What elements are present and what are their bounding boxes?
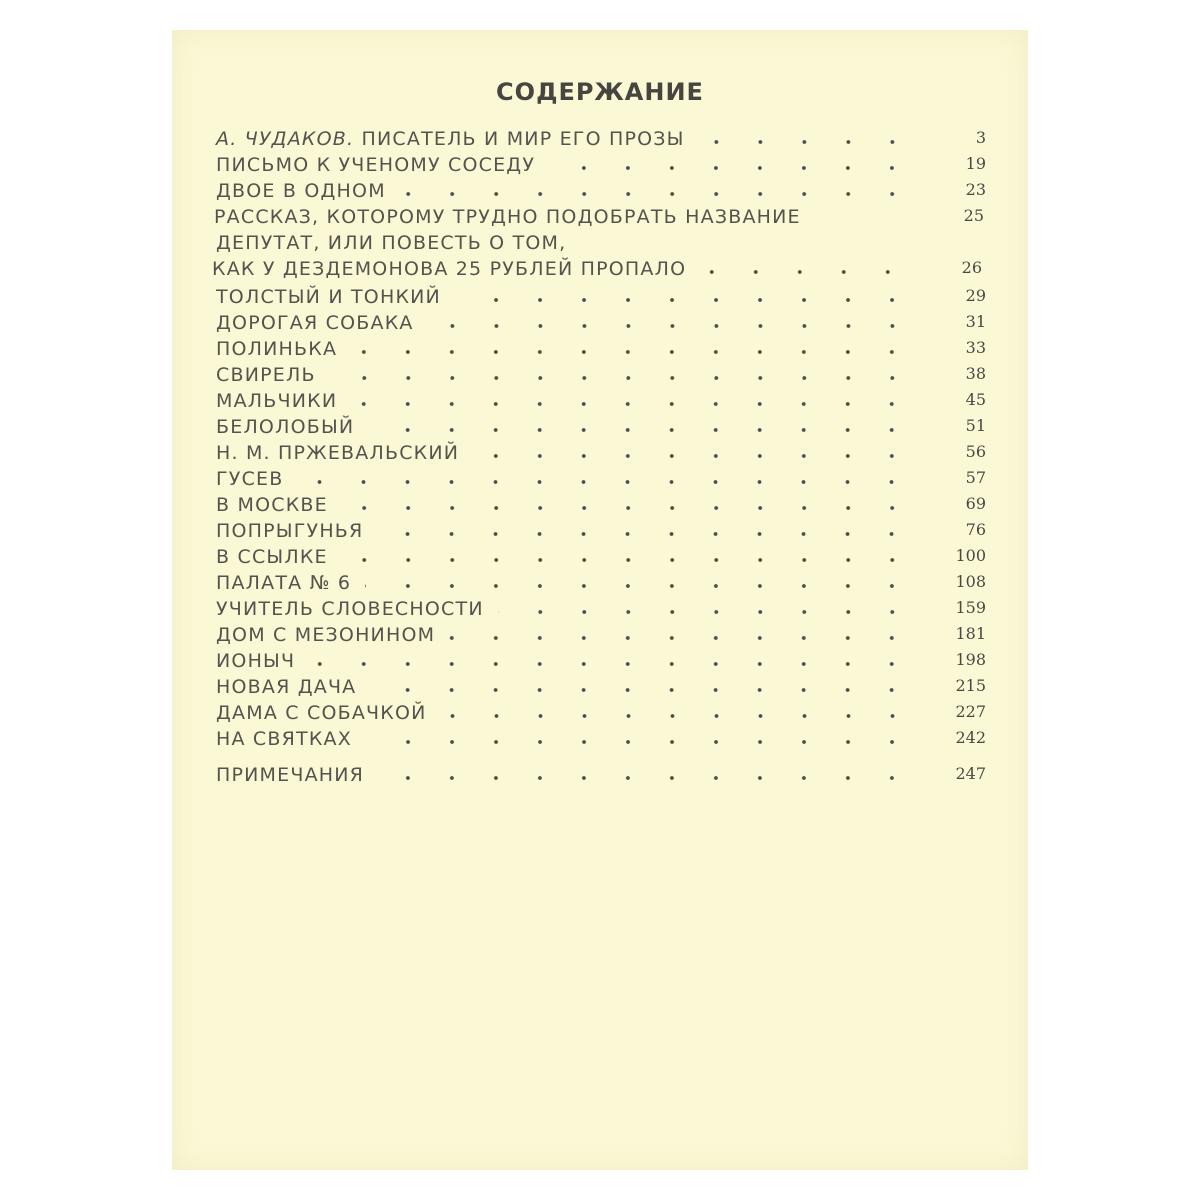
dot-leader: [370, 688, 914, 692]
dot-leader: [441, 714, 914, 718]
dot-leader: [700, 270, 910, 274]
entry-title-text: НА СВЯТКАХ: [216, 728, 352, 750]
toc-entry: [216, 702, 986, 724]
entry-title-text: МАЛЬЧИКИ: [216, 390, 338, 412]
entry-title: [216, 764, 364, 786]
page-number: 76: [965, 520, 986, 539]
toc-entry: [214, 206, 984, 228]
toc-entry: [216, 232, 1016, 254]
toc-entry: [216, 390, 986, 412]
toc-entry: [216, 286, 986, 308]
toc-entry: [216, 624, 986, 646]
entry-title-text: ДАМА С СОБАЧКОЙ: [216, 702, 427, 724]
toc-entry: [212, 258, 982, 280]
entry-title: [216, 598, 484, 620]
dot-leader: [366, 740, 914, 744]
page-number: 31: [965, 312, 986, 331]
page-number: 100: [955, 546, 986, 565]
dot-leader: [699, 140, 914, 144]
entry-title: [216, 286, 441, 308]
toc-entry: [216, 154, 986, 176]
entry-title: [216, 232, 566, 254]
dot-leader: [330, 376, 914, 380]
table-of-contents: [172, 30, 1028, 1170]
page-number: 215: [955, 676, 986, 695]
entry-title-text: БЕЛОЛОБЫЙ: [216, 416, 355, 438]
dot-leader: [351, 350, 914, 354]
entry-title: [216, 468, 283, 490]
entry-title: [216, 572, 351, 594]
toc-entry: [216, 442, 986, 464]
entry-title-text: ДОРОГАЯ СОБАКА: [216, 312, 414, 334]
entry-title: [216, 442, 459, 464]
toc-entry: [216, 338, 986, 360]
entry-title: [216, 390, 337, 412]
page-number: 3: [975, 128, 986, 147]
entry-title: [216, 180, 386, 202]
toc-entry: [216, 728, 986, 750]
page-number: 25: [963, 206, 984, 225]
page-number: 242: [955, 728, 986, 747]
dot-leader: [342, 558, 914, 562]
page-number: 23: [965, 180, 986, 199]
entry-title: [212, 258, 686, 280]
page-number: 38: [965, 364, 986, 383]
page-number: 181: [955, 624, 986, 643]
dot-leader: [342, 506, 914, 510]
toc-entry: [216, 650, 986, 672]
page-number: 57: [965, 468, 986, 487]
toc-entry: [216, 676, 986, 698]
page-number: 33: [965, 338, 986, 357]
entry-title-text: ПИСАТЕЛЬ И МИР ЕГО ПРОЗЫ: [361, 128, 685, 150]
entry-title-text: ПИСЬМО К УЧЕНОМУ СОСЕДУ: [216, 154, 536, 176]
toc-entry: [216, 572, 986, 594]
toc-entry: [216, 180, 986, 202]
entry-title-text: Н. М. ПРЖЕВАЛЬСКИЙ: [216, 442, 460, 464]
entry-title-text: УЧИТЕЛЬ СЛОВЕСНОСТИ: [216, 598, 484, 620]
toc-entry: [216, 364, 986, 386]
entry-title: [216, 338, 337, 360]
dot-leader: [801, 218, 922, 222]
entry-title-text: ПОПРЫГУНЬЯ: [216, 520, 364, 542]
dot-leader: [455, 298, 914, 302]
entry-title-text: КАК У ДЕЗДЕМОНОВА 25 РУБЛЕЙ ПРОПАЛО: [212, 258, 687, 280]
entry-title: [216, 364, 316, 386]
entry-title: [216, 676, 356, 698]
page-number: 108: [955, 572, 986, 591]
page-number: 51: [965, 416, 986, 435]
page-number: 247: [955, 764, 986, 783]
page-number: 29: [965, 286, 986, 305]
entry-title: [216, 494, 328, 516]
entry-title-text: ДОМ С МЕЗОНИНОМ: [216, 624, 436, 646]
dot-leader: [549, 166, 914, 170]
dot-leader: [428, 324, 914, 328]
page-number: 56: [965, 442, 986, 461]
page-number: 45: [965, 390, 986, 409]
entry-title-text: ДВОЕ В ОДНОМ: [216, 180, 386, 202]
toc-entry: [216, 468, 986, 490]
dot-leader: [365, 584, 914, 588]
dot-leader: [400, 192, 914, 196]
entry-title: [216, 546, 328, 568]
page-number: 26: [961, 258, 982, 277]
entry-title-text: В ССЫЛКЕ: [216, 546, 328, 568]
toc-entry: [216, 520, 986, 542]
entry-title: [216, 650, 295, 672]
entry-title-text: ТОЛСТЫЙ И ТОНКИЙ: [216, 286, 441, 308]
dot-leader: [368, 428, 914, 432]
dot-leader: [377, 532, 914, 536]
toc-entry: [216, 546, 986, 568]
toc-entry: [216, 598, 986, 620]
entry-title: [216, 416, 354, 438]
toc-entry: [216, 128, 986, 150]
entry-title-text: ГУСЕВ: [216, 468, 284, 490]
toc-entry: [216, 764, 986, 786]
entry-title: [216, 624, 435, 646]
page-number: 198: [955, 650, 986, 669]
dot-leader: [351, 402, 914, 406]
toc-entry: [216, 416, 986, 438]
entry-title-text: ПРИМЕЧАНИЯ: [216, 764, 365, 786]
entry-title: [216, 520, 363, 542]
entry-title-text: ПОЛИНЬКА: [216, 338, 338, 360]
page-number: 159: [955, 598, 986, 617]
toc-entry: [216, 494, 986, 516]
entry-title: [214, 206, 801, 228]
entry-title-text: СВИРЕЛЬ: [216, 364, 316, 386]
entry-author: А. ЧУДАКОВ.: [216, 128, 355, 150]
dot-leader: [449, 636, 914, 640]
entry-title-text: ИОНЫЧ: [216, 650, 296, 672]
page-title: СОДЕРЖАНИЕ: [496, 78, 704, 106]
entry-title-text: РАССКАЗ, КОТОРОМУ ТРУДНО ПОДОБРАТЬ НАЗВАНИЕ: [214, 206, 801, 228]
page-number: 69: [965, 494, 986, 513]
dot-leader: [297, 480, 914, 484]
entry-title: [216, 728, 352, 750]
entry-title-text: НОВАЯ ДАЧА: [216, 676, 357, 698]
page-number: 227: [955, 702, 986, 721]
dot-leader: [309, 662, 914, 666]
entry-title-text: ДЕПУТАТ, ИЛИ ПОВЕСТЬ О ТОМ,: [216, 232, 567, 254]
entry-title: [216, 702, 427, 724]
entry-title-text: ПАЛАТА № 6: [216, 572, 352, 594]
entry-title: [216, 128, 685, 150]
dot-leader: [498, 610, 914, 614]
toc-entry: [216, 312, 986, 334]
entry-title: [216, 312, 414, 334]
dot-leader: [473, 454, 914, 458]
entry-title-text: В МОСКВЕ: [216, 494, 328, 516]
book-page: [172, 30, 1028, 1170]
dot-leader: [378, 776, 914, 780]
entry-title: [216, 154, 535, 176]
page-number: 19: [965, 154, 986, 173]
